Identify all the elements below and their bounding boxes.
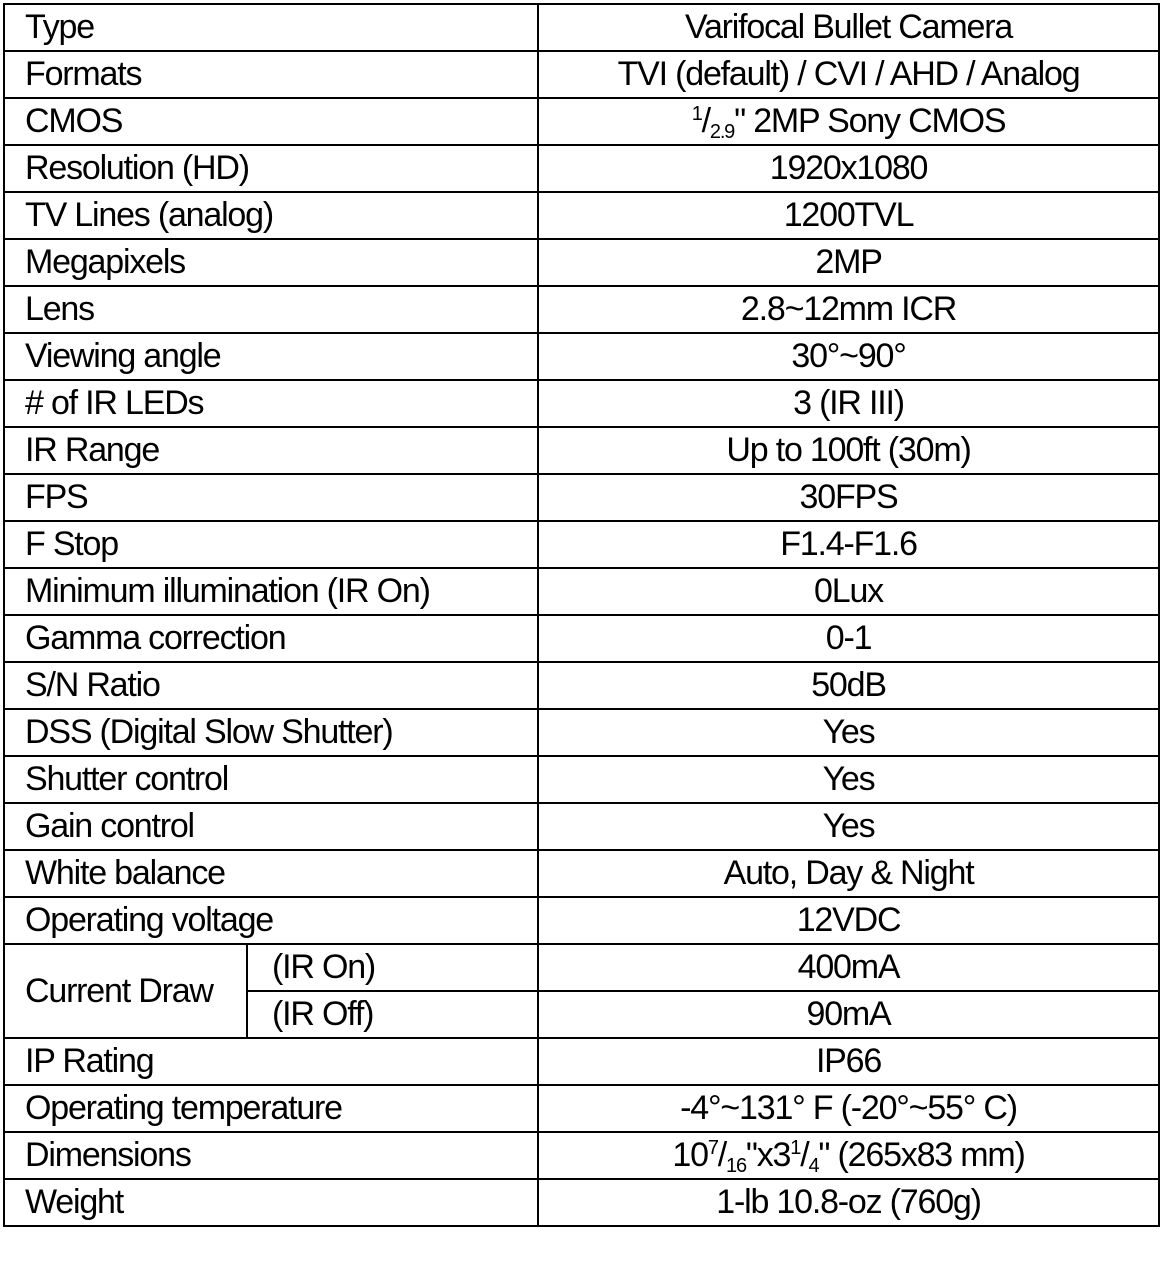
row-label: Resolution (HD) bbox=[4, 145, 538, 192]
row-label: IP Rating bbox=[4, 1038, 538, 1085]
table-row bbox=[4, 521, 1159, 568]
row-value: 0-1 bbox=[538, 615, 1159, 662]
fraction-numerator: 7 bbox=[707, 1137, 718, 1159]
row-label: Megapixels bbox=[4, 239, 538, 286]
row-label: Viewing angle bbox=[4, 333, 538, 380]
row-value: 3 (IR III) bbox=[538, 380, 1159, 427]
row-value: -4°~131° F (-20°~55° C) bbox=[538, 1085, 1159, 1132]
fraction-numerator: 1 bbox=[691, 103, 702, 125]
table-row bbox=[4, 4, 1159, 51]
fraction-denominator: 2.9 bbox=[709, 121, 735, 143]
table-row bbox=[4, 192, 1159, 239]
row-value: 12VDC bbox=[538, 897, 1159, 944]
table-row bbox=[4, 709, 1159, 756]
fraction-numerator: 1 bbox=[790, 1137, 801, 1159]
row-value: 1200TVL bbox=[538, 192, 1159, 239]
fraction-denominator: 4 bbox=[808, 1155, 819, 1177]
row-value: F1.4-F1.6 bbox=[538, 521, 1159, 568]
current-draw-label: Current Draw bbox=[4, 944, 247, 1038]
row-label: Operating temperature bbox=[4, 1085, 538, 1132]
dimensions-label: Dimensions bbox=[4, 1132, 538, 1179]
row-value: 0Lux bbox=[538, 568, 1159, 615]
row-label: DSS (Digital Slow Shutter) bbox=[4, 709, 538, 756]
row-value: 30°~90° bbox=[538, 333, 1159, 380]
table-row bbox=[4, 803, 1159, 850]
row-label: Gamma correction bbox=[4, 615, 538, 662]
table-row bbox=[4, 897, 1159, 944]
row-value: Varifocal Bullet Camera bbox=[538, 4, 1159, 51]
table-row bbox=[4, 427, 1159, 474]
ir-on-label: (IR On) bbox=[247, 944, 538, 991]
table-row-dimensions bbox=[4, 1132, 1159, 1179]
table-row bbox=[4, 615, 1159, 662]
row-label: # of IR LEDs bbox=[4, 380, 538, 427]
ir-off-value: 90mA bbox=[538, 991, 1159, 1038]
row-value bbox=[538, 98, 1159, 145]
fraction-denominator: 16 bbox=[726, 1155, 746, 1177]
weight-value: 1-lb 10.8-oz (760g) bbox=[538, 1179, 1159, 1226]
fraction-slash: / bbox=[800, 1136, 809, 1174]
row-value: Yes bbox=[538, 709, 1159, 756]
dimensions-value bbox=[538, 1132, 1159, 1179]
table-row bbox=[4, 51, 1159, 98]
row-label: Lens bbox=[4, 286, 538, 333]
table-row bbox=[4, 380, 1159, 427]
row-value: 2MP bbox=[538, 239, 1159, 286]
row-value: 30FPS bbox=[538, 474, 1159, 521]
row-value: 50dB bbox=[538, 662, 1159, 709]
row-label: TV Lines (analog) bbox=[4, 192, 538, 239]
row-value: Up to 100ft (30m) bbox=[538, 427, 1159, 474]
dimension-whole: 10 bbox=[672, 1136, 708, 1174]
row-value: Yes bbox=[538, 756, 1159, 803]
row-value: TVI (default) / CVI / AHD / Analog bbox=[538, 51, 1159, 98]
table-row bbox=[4, 98, 1159, 145]
table-row bbox=[4, 1038, 1159, 1085]
row-label: Shutter control bbox=[4, 756, 538, 803]
row-value: 2.8~12mm ICR bbox=[538, 286, 1159, 333]
row-value: 1920x1080 bbox=[538, 145, 1159, 192]
cmos-text: " 2MP Sony CMOS bbox=[734, 102, 1006, 140]
row-label: White balance bbox=[4, 850, 538, 897]
row-label: S/N Ratio bbox=[4, 662, 538, 709]
row-label: F Stop bbox=[4, 521, 538, 568]
spec-table bbox=[3, 3, 1160, 1227]
ir-off-label: (IR Off) bbox=[247, 991, 538, 1038]
table-row bbox=[4, 333, 1159, 380]
row-label: Formats bbox=[4, 51, 538, 98]
table-row bbox=[4, 568, 1159, 615]
row-value: Yes bbox=[538, 803, 1159, 850]
table-row bbox=[4, 145, 1159, 192]
row-value: Auto, Day & Night bbox=[538, 850, 1159, 897]
row-label: IR Range bbox=[4, 427, 538, 474]
ir-on-value: 400mA bbox=[538, 944, 1159, 991]
table-row bbox=[4, 474, 1159, 521]
dimension-mid: "x3 bbox=[745, 1136, 791, 1174]
table-row bbox=[4, 662, 1159, 709]
fraction-slash: / bbox=[701, 102, 710, 140]
table-row-current-draw-on bbox=[4, 944, 1159, 991]
row-label: CMOS bbox=[4, 98, 538, 145]
table-row bbox=[4, 850, 1159, 897]
row-label: Type bbox=[4, 4, 538, 51]
table-row bbox=[4, 756, 1159, 803]
row-label: Gain control bbox=[4, 803, 538, 850]
row-label: Operating voltage bbox=[4, 897, 538, 944]
row-label: FPS bbox=[4, 474, 538, 521]
table-row bbox=[4, 286, 1159, 333]
dimension-rest: " (265x83 mm) bbox=[818, 1136, 1025, 1174]
table-row bbox=[4, 1179, 1159, 1226]
table-row bbox=[4, 239, 1159, 286]
table-row bbox=[4, 1085, 1159, 1132]
row-label: Minimum illumination (IR On) bbox=[4, 568, 538, 615]
row-value: IP66 bbox=[538, 1038, 1159, 1085]
fraction-slash: / bbox=[717, 1136, 727, 1174]
weight-label: Weight bbox=[4, 1179, 538, 1226]
